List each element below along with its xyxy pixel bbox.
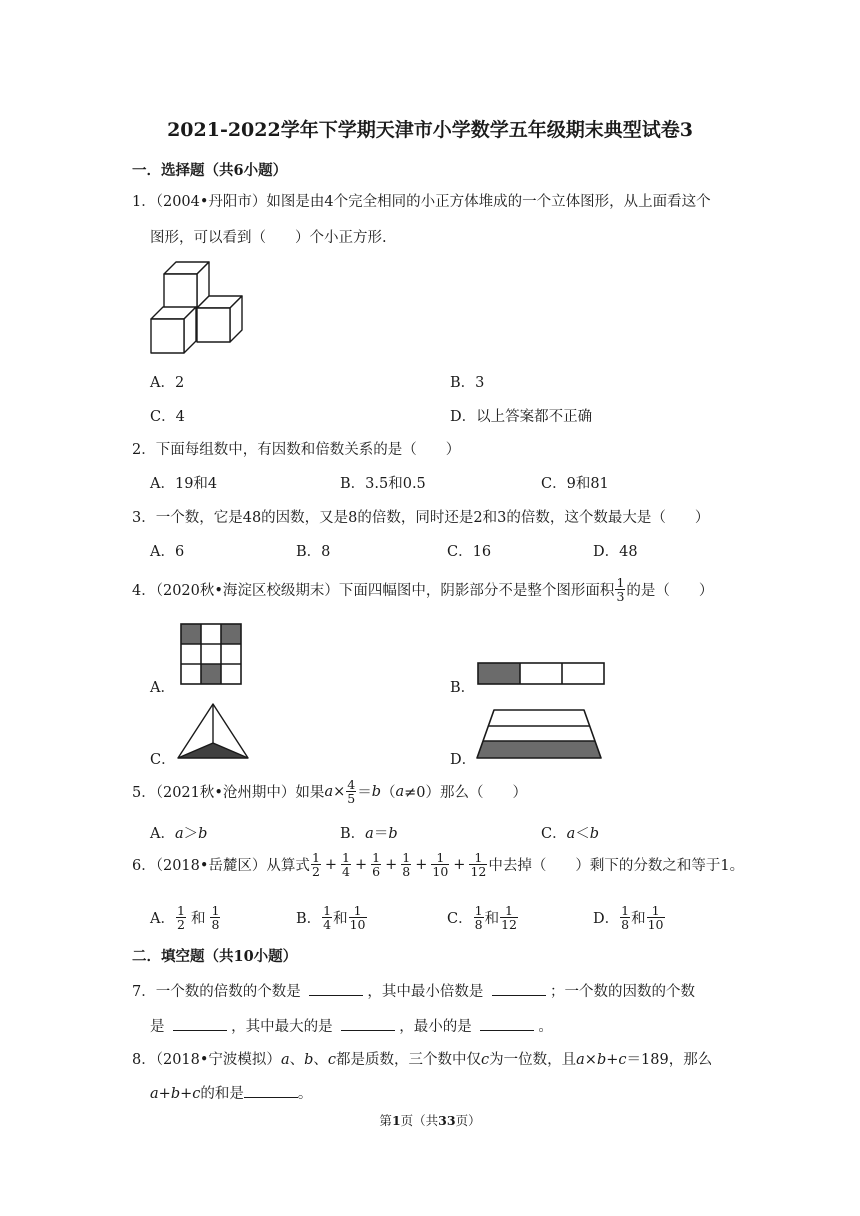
q6-option-c-frac2	[500, 904, 518, 931]
q6-option-a-label: A．	[150, 911, 175, 928]
q6-option-c-and: 和	[484, 911, 500, 928]
q6-frac-1	[311, 851, 321, 878]
q8-sum-var-c: c	[192, 1086, 201, 1102]
q6-frac-4	[401, 851, 411, 878]
q1-option-d[interactable]: D．以上答案都不正确	[450, 409, 593, 425]
q2-text: 2．下面每组数中，有因数和倍数关系的是（ ）	[132, 442, 461, 458]
section-heading-fill-in: 二．填空题（共10小题）	[132, 948, 298, 965]
q8-text-1: 8．（2018•宁波模拟）	[132, 1052, 281, 1068]
q4-frac-den: 3	[616, 589, 625, 605]
page-title: 2021-2022学年下学期天津市小学数学五年级期末典型试卷3	[167, 119, 693, 141]
q7-text-2: ，其中最小倍数是	[367, 984, 484, 1000]
q4-frac-num: 1	[616, 575, 625, 590]
q5-prefix: 5．（2021秋•沧州期中）如果	[132, 785, 325, 802]
q8-text-5: 的和是	[200, 1086, 244, 1102]
q6-option-b-and: 和	[333, 911, 348, 928]
q8-sep-1: 、	[289, 1052, 305, 1068]
q3-option-b[interactable]: B．8	[296, 544, 331, 560]
q5-option-b-label: B．	[340, 826, 366, 842]
q5-option-b-var2: b	[388, 826, 398, 842]
q5-var-b: b	[371, 783, 381, 800]
q5-option-c-var2: b	[589, 826, 600, 842]
q5-option-c-label: C．	[541, 826, 567, 842]
q5-option-a-var1: a	[174, 826, 184, 842]
q6-option-a-frac1-den: 2	[176, 917, 185, 933]
q6-frac-5-den: 10	[432, 864, 449, 880]
q6-option-d-frac2-num: 1	[651, 903, 660, 918]
q5-option-c-op: ＜	[575, 826, 590, 842]
q6-option-c-label: C．	[447, 911, 473, 928]
q8-var-b: b	[304, 1052, 314, 1068]
q8-line1	[132, 1048, 712, 1069]
q5-option-b-var1: a	[365, 826, 374, 842]
footer-page-number: 1	[391, 1113, 401, 1128]
q6-frac-5-num: 1	[436, 850, 445, 865]
q5-option-b[interactable]	[340, 822, 398, 843]
q6-option-a-frac2	[210, 904, 220, 931]
q6-frac-2-num: 1	[342, 850, 350, 865]
q7-text-1: 7．一个数的倍数的个数是	[132, 984, 301, 1000]
q6-option-d-frac1-den: 8	[621, 917, 630, 933]
q8-times: ×	[584, 1052, 597, 1068]
q3-option-c[interactable]: C．16	[447, 544, 492, 560]
q5-times: ×	[333, 783, 346, 800]
q6-frac-5	[431, 851, 449, 878]
q4-figure-c-triangle[interactable]	[176, 703, 250, 759]
q6-option-b-frac2	[349, 904, 367, 931]
q6-option-a-frac1	[176, 904, 186, 931]
q6-option-a-frac1-num: 1	[176, 903, 185, 918]
q4-figure-b-bar[interactable]	[477, 662, 605, 686]
q6-option-a-frac2-den: 8	[211, 917, 220, 933]
q5-cond-open: （	[381, 785, 396, 802]
q5-var-a: a	[324, 783, 334, 800]
q8-text-2: 都是质数，三个数中仅	[336, 1052, 482, 1068]
q1-option-b[interactable]: B．3	[450, 375, 485, 391]
q7-text-5: ，其中最大的是	[231, 1019, 333, 1035]
q8-sum-var-a: a	[150, 1086, 159, 1102]
q4-label-b[interactable]: B．	[450, 680, 476, 696]
q8-text-6: 。	[297, 1086, 313, 1102]
q6-frac-1-den: 2	[311, 864, 320, 880]
q6-option-d-frac1-num: 1	[621, 903, 630, 918]
q5-text	[132, 778, 527, 805]
q4-label-d[interactable]: D．	[450, 752, 477, 768]
q8-line2	[150, 1082, 312, 1103]
q6-prefix: 6．（2018•岳麓区）从算式	[132, 858, 310, 875]
q8-var-c-2: c	[481, 1052, 490, 1068]
q7-text-3: ；一个数的因数的个数	[549, 984, 695, 1000]
q5-frac-num: 4	[347, 777, 356, 792]
q5-option-c[interactable]	[541, 822, 599, 843]
q6-option-d-and: 和	[631, 911, 646, 928]
q6-option-d-frac2	[647, 904, 665, 931]
q5-fraction	[346, 778, 356, 805]
q4-fraction	[615, 576, 625, 603]
q4-text-before: 4．（2020秋•海淀区校级期末）下面四幅图中，阴影部分不是整个图形面积	[132, 583, 615, 600]
q6-frac-4-num: 1	[402, 850, 411, 865]
q6-option-d-frac2-den: 10	[647, 917, 664, 933]
q8-var-c-3: c	[618, 1052, 627, 1068]
q6-frac-6-den: 12	[470, 864, 487, 880]
q8-sep-2: 、	[313, 1052, 328, 1068]
q8-text-4: ＝189，那么	[626, 1052, 713, 1068]
q6-option-b-frac2-den: 10	[349, 917, 366, 933]
q7-text-7: 。	[538, 1019, 553, 1035]
q2-option-b[interactable]: B．3.5和0.5	[340, 476, 426, 492]
q7-blank-2[interactable]	[492, 982, 546, 997]
q6-option-b[interactable]	[296, 904, 368, 931]
q6-option-c-frac1	[474, 904, 484, 931]
q5-frac-den: 5	[347, 791, 356, 807]
q6-frac-4-den: 8	[402, 864, 411, 880]
q4-label-a[interactable]: A．	[150, 680, 175, 696]
q8-var-a-2: a	[576, 1052, 585, 1068]
q8-var-c: c	[327, 1052, 337, 1068]
q6-frac-3	[371, 851, 381, 878]
q7-blank-5[interactable]	[480, 1017, 534, 1032]
q6-option-a-frac2-num: 1	[211, 903, 220, 918]
q6-option-d-frac1	[620, 904, 630, 931]
q7-blank-1[interactable]	[309, 982, 363, 997]
q4-text	[132, 576, 713, 603]
q6-frac-2	[341, 851, 351, 878]
q8-text-3: 为一位数，且	[489, 1052, 577, 1068]
q6-plus-3: +	[385, 856, 398, 873]
q3-text: 3．一个数，它是48的因数，又是8的倍数，同时还是2和3的倍数，这个数最大是（ ）	[132, 510, 710, 526]
q6-option-d-label: D．	[593, 911, 620, 928]
q5-option-a[interactable]	[150, 822, 207, 843]
q7-blank-4[interactable]	[341, 1017, 395, 1032]
q3-option-d[interactable]: D．48	[593, 544, 638, 560]
q5-option-a-var2: b	[198, 826, 208, 842]
q8-sum-var-b: b	[170, 1086, 181, 1102]
q6-option-b-frac1	[322, 904, 332, 931]
q6-frac-6-num: 1	[474, 850, 483, 865]
q6-option-b-frac1-den: 4	[323, 917, 332, 933]
q5-option-a-op: ＞	[183, 826, 199, 842]
q5-option-a-label: A．	[150, 826, 175, 842]
q7-line2	[150, 1015, 553, 1036]
page-footer	[0, 1111, 860, 1129]
q6-option-c-frac1-den: 8	[474, 917, 483, 933]
q6-plus-1: +	[324, 856, 338, 873]
q7-text-6: ，最小的是	[399, 1019, 472, 1035]
q6-option-c[interactable]	[447, 904, 519, 931]
q6-option-c-frac2-num: 1	[505, 903, 513, 918]
q8-sum-plus-1: +	[158, 1086, 171, 1102]
q6-frac-1-num: 1	[311, 850, 320, 865]
q6-frac-3-num: 1	[372, 850, 381, 865]
q4-label-c[interactable]: C．	[150, 752, 176, 768]
q6-frac-3-den: 6	[372, 864, 381, 880]
footer-total-pages: 33	[438, 1113, 456, 1128]
q6-option-a[interactable]	[150, 904, 221, 931]
q6-plus-5: +	[453, 856, 466, 873]
q6-option-a-and: 和	[190, 911, 206, 928]
q1-text-line2: 图形，可以看到（ ）个小正方形.	[150, 230, 387, 246]
q6-option-c-frac2-den: 12	[501, 917, 517, 933]
q1-text-line1: 1．（2004•丹阳市）如图是由4个完全相同的小正方体堆成的一个立体图形，从上面看这个	[132, 194, 711, 210]
section-heading-choice: 一．选择题（共6小题）	[132, 162, 288, 179]
q6-option-b-label: B．	[296, 911, 322, 928]
q6-suffix: 中去掉（ ）剩下的分数之和等于1。	[488, 858, 745, 875]
footer-pre: 第	[379, 1113, 392, 1128]
q5-option-c-var1: a	[566, 826, 576, 842]
q8-sum-plus-2: +	[180, 1086, 193, 1102]
q1-cube-figure	[148, 262, 248, 357]
q6-plus-4: +	[415, 856, 428, 873]
q6-frac-2-den: 4	[342, 864, 350, 880]
q1-option-a[interactable]: A．2	[150, 375, 185, 391]
q7-text-4: 是	[150, 1019, 165, 1035]
q5-option-b-op: ＝	[373, 826, 389, 842]
q8-plus: +	[606, 1052, 619, 1068]
q7-blank-3[interactable]	[173, 1017, 227, 1032]
q4-figure-d-trapezoid[interactable]	[474, 708, 604, 760]
footer-post: 页）	[455, 1113, 481, 1128]
q6-option-b-frac2-num: 1	[353, 903, 362, 918]
q7-line1	[132, 980, 695, 1001]
footer-mid: 页（共	[400, 1113, 439, 1128]
q2-option-c[interactable]: C．9和81	[541, 476, 609, 492]
q6-frac-6	[469, 851, 487, 878]
q6-option-b-frac1-num: 1	[323, 903, 332, 918]
q1-option-c[interactable]: C．4	[150, 409, 185, 425]
q4-figure-a-grid[interactable]	[180, 623, 242, 685]
q5-cond-rest: ≠0）那么（ ）	[404, 785, 528, 802]
q6-option-d[interactable]	[593, 904, 666, 931]
q5-eq: ＝	[357, 785, 372, 802]
q2-option-a[interactable]: A．19和4	[150, 476, 218, 492]
q4-text-after: 的是（ ）	[626, 583, 714, 600]
q8-blank[interactable]	[244, 1084, 298, 1099]
q6-option-c-frac1-num: 1	[474, 903, 483, 918]
q5-cond-var: a	[395, 783, 405, 800]
q8-var-b-2: b	[596, 1052, 607, 1068]
q3-option-a[interactable]: A．6	[150, 544, 185, 560]
q6-plus-2: +	[355, 856, 368, 873]
q6-text	[132, 851, 744, 878]
q8-var-a: a	[280, 1052, 290, 1068]
